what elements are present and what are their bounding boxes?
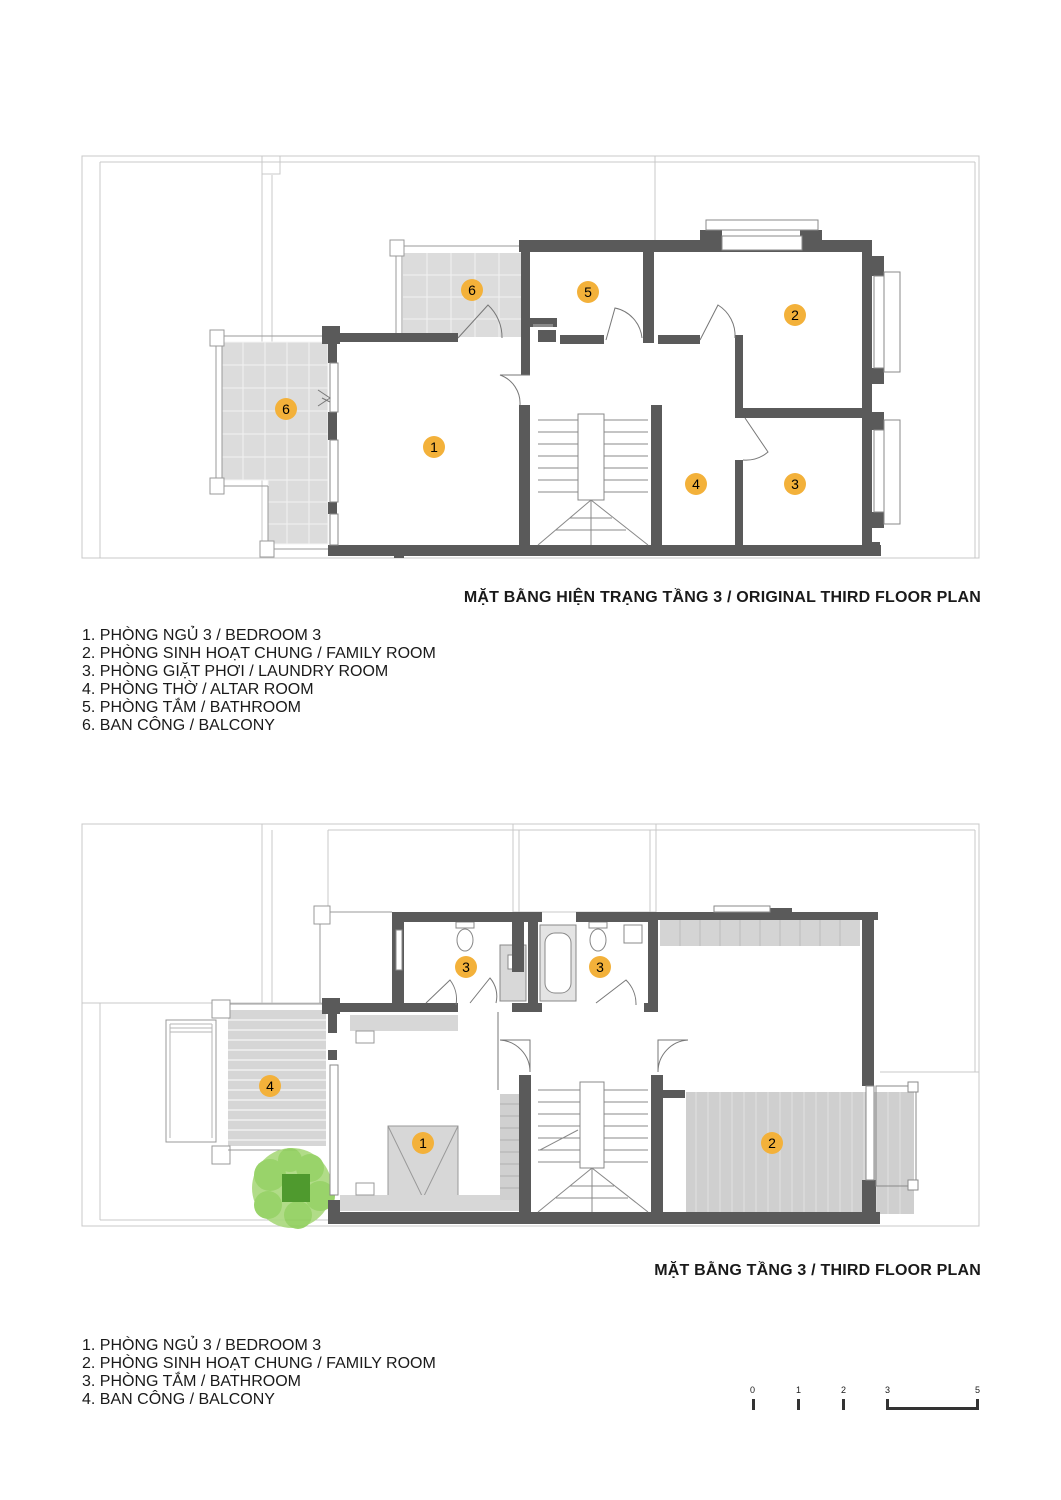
scale-label: 2	[841, 1385, 847, 1395]
legend-item: 2. PHÒNG SINH HOẠT CHUNG / FAMILY ROOM	[82, 1355, 436, 1372]
svg-text:4: 4	[692, 476, 700, 492]
legend-item: 3. PHÒNG GIẶT PHƠI / LAUNDRY ROOM	[82, 663, 389, 680]
scale-label: 5	[975, 1385, 981, 1395]
svg-text:6: 6	[468, 282, 476, 298]
svg-text:6: 6	[282, 401, 290, 417]
new-plan-title: MẶT BẰNG TẦNG 3 / THIRD FLOOR PLAN	[654, 1262, 981, 1279]
svg-text:2: 2	[791, 307, 799, 323]
legend-item: 3. PHÒNG TẮM / BATHROOM	[82, 1373, 301, 1390]
svg-text:3: 3	[462, 959, 470, 975]
svg-text:5: 5	[584, 284, 592, 300]
scale-label: 3	[885, 1385, 891, 1395]
svg-text:3: 3	[596, 959, 604, 975]
svg-text:4: 4	[266, 1078, 274, 1094]
legend-item: 6. BAN CÔNG / BALCONY	[82, 717, 275, 734]
svg-text:2: 2	[768, 1135, 776, 1151]
legend-item: 5. PHÒNG TẮM / BATHROOM	[82, 699, 301, 716]
original-plan-title: MẶT BẰNG HIỆN TRẠNG TẦNG 3 / ORIGINAL THIRD FLOOR PLAN	[463, 589, 981, 606]
scale-label: 0	[750, 1385, 756, 1395]
legend-item: 4. BAN CÔNG / BALCONY	[82, 1391, 275, 1408]
svg-text:1: 1	[430, 439, 438, 455]
legend-item: 1. PHÒNG NGỦ 3 / BEDROOM 3	[82, 1337, 322, 1354]
legend-item: 2. PHÒNG SINH HOẠT CHUNG / FAMILY ROOM	[82, 645, 436, 662]
legend-item: 4. PHÒNG THỜ / ALTAR ROOM	[82, 681, 314, 698]
svg-text:1: 1	[419, 1135, 427, 1151]
scale-label: 1	[796, 1385, 802, 1395]
legend-item: 1. PHÒNG NGỦ 3 / BEDROOM 3	[82, 627, 322, 644]
svg-text:3: 3	[791, 476, 799, 492]
